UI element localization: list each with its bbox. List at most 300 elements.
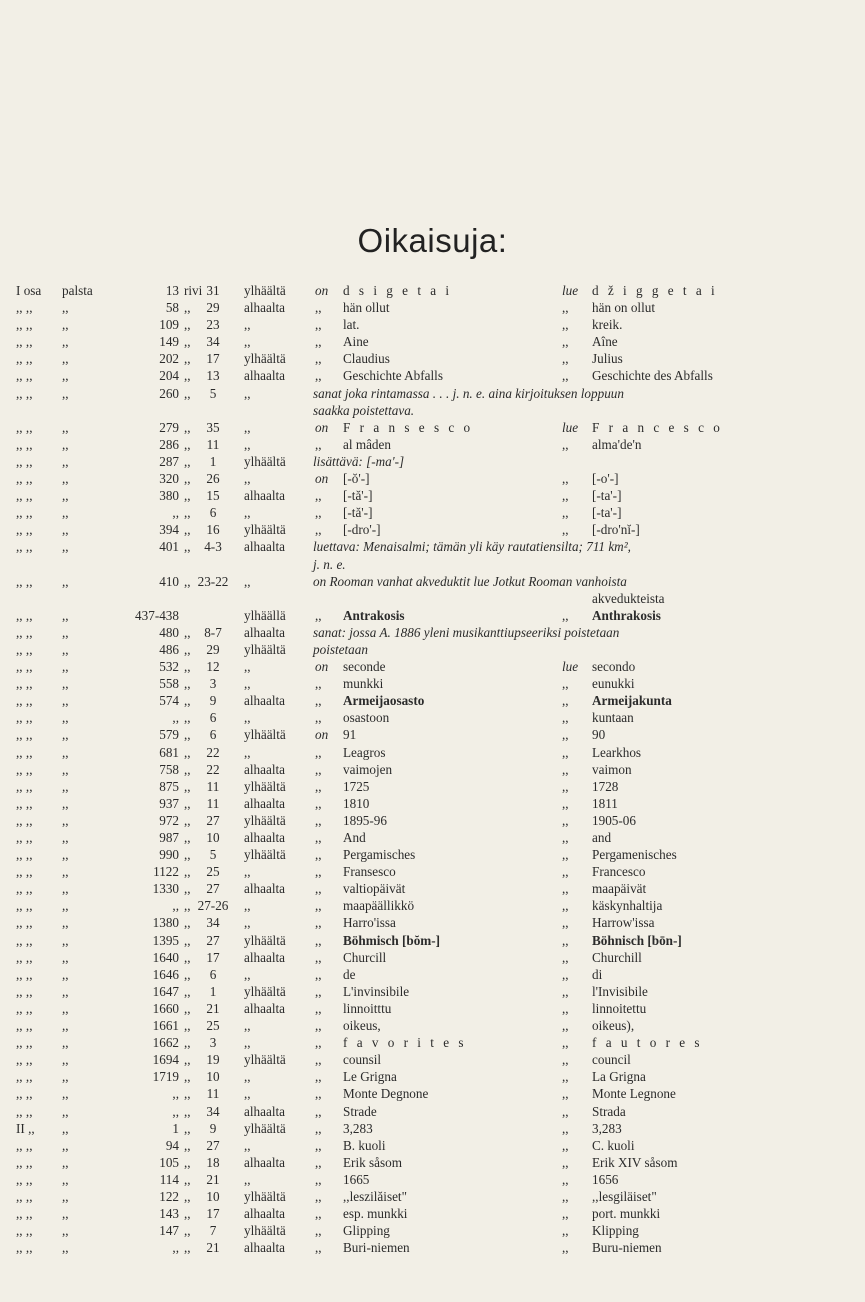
page-number-cell: 143 [159, 1206, 179, 1222]
table-row [0, 282, 865, 299]
on-marker: ,, [315, 932, 322, 948]
on-marker: ,, [315, 488, 322, 504]
column-label-cell: ,, [62, 898, 69, 914]
column-label-cell: ,, [62, 744, 69, 760]
line-label-cell: ,, [184, 1137, 191, 1153]
line-label-cell: ,, [184, 1120, 191, 1136]
erroneous-text: And [343, 830, 366, 845]
line-label-cell: ,, [184, 488, 191, 504]
read-marker: ,, [562, 949, 569, 965]
direction-cell: ylhäältä [244, 812, 286, 828]
corrected-text: Strada [592, 1103, 626, 1119]
column-label-cell: ,, [62, 385, 69, 401]
erroneous-text: valtiopäivät [343, 881, 406, 897]
note-text: on Rooman vanhat akveduktit lue Jotkut Rooman vanhoista [313, 573, 627, 589]
volume-cell: ,, ,, [16, 573, 33, 589]
volume-cell: ,, ,, [16, 983, 33, 999]
line-number-cell: 13 [206, 368, 220, 384]
on-marker: ,, [315, 1188, 322, 1204]
column-label-cell: ,, [62, 1052, 69, 1068]
erroneous-text: Harro'issa [343, 915, 396, 931]
line-label-cell: ,, [184, 624, 191, 640]
page-number-cell: 990 [159, 847, 179, 863]
on-marker: ,, [315, 744, 322, 760]
line-label-cell: ,, [184, 453, 191, 469]
column-label-cell: ,, [62, 641, 69, 657]
volume-cell: ,, ,, [16, 1103, 33, 1119]
corrected-text: council [592, 1052, 631, 1068]
volume-cell: ,, ,, [16, 436, 33, 452]
line-number-cell: 25 [206, 864, 220, 880]
column-label-cell: ,, [62, 1035, 69, 1051]
column-label-cell: ,, [62, 1240, 69, 1256]
column-label-cell: ,, [62, 1188, 69, 1204]
page-number-cell: 1662 [152, 1035, 179, 1051]
corrected-text: Erik XIV såsom [592, 1154, 678, 1170]
on-marker: ,, [315, 778, 322, 794]
volume-cell: ,, ,, [16, 1188, 33, 1204]
line-number-cell: 10 [206, 1188, 220, 1204]
line-number-cell: 11 [206, 436, 220, 452]
corrected-text: linnoitettu [592, 1000, 647, 1016]
line-number-cell: 3 [209, 676, 217, 692]
read-marker: lue [562, 283, 579, 298]
column-label-cell: ,, [62, 983, 69, 999]
direction-cell: ,, [244, 505, 251, 521]
direction-cell: ylhäältä [244, 283, 286, 298]
corrected-text: Aîne [592, 334, 618, 350]
volume-cell: I osa [16, 283, 42, 298]
on-marker: ,, [315, 1223, 322, 1239]
direction-cell: ,, [244, 744, 251, 760]
page-number-cell: 94 [165, 1137, 179, 1153]
column-label-cell: ,, [62, 505, 69, 521]
page-number-cell: 394 [159, 522, 179, 538]
direction-cell: alhaalta [244, 1154, 285, 1170]
corrected-text: käskynhaltija [592, 898, 663, 914]
volume-cell: ,, ,, [16, 334, 33, 350]
corrected-text: Böhnisch [bōn-] [592, 932, 682, 948]
direction-cell: alhaalta [244, 624, 285, 640]
line-number-cell: 21 [206, 1240, 220, 1256]
corrected-text: Churchill [592, 949, 642, 965]
table-row [0, 1222, 865, 1239]
volume-cell: ,, ,, [16, 1206, 33, 1222]
line-label-cell: ,, [184, 1000, 191, 1016]
read-marker: ,, [562, 1137, 569, 1153]
table-row [0, 846, 865, 863]
column-label-cell: ,, [62, 659, 69, 675]
table-row [0, 590, 865, 607]
on-marker: on [315, 283, 329, 298]
column-label-cell: ,, [62, 949, 69, 965]
on-marker: ,, [315, 1069, 322, 1085]
table-row [0, 692, 865, 709]
erroneous-text: Antrakosis [343, 607, 405, 623]
page-number-cell: 320 [159, 471, 179, 487]
page-number-cell: 987 [159, 830, 179, 845]
erroneous-text: [-tă'-] [343, 505, 373, 521]
line-number-cell: 1 [209, 983, 217, 999]
read-marker: ,, [562, 1052, 569, 1068]
read-marker: ,, [562, 881, 569, 897]
column-label-cell: ,, [62, 1000, 69, 1016]
erroneous-text: [-dro'-] [343, 522, 381, 538]
corrected-text: Learkhos [592, 744, 642, 760]
on-marker: ,, [315, 1171, 322, 1187]
corrected-text: La Grigna [592, 1069, 646, 1085]
column-label-cell: ,, [62, 607, 69, 623]
corrected-text: f a u t o r e s [592, 1035, 703, 1051]
table-row [0, 573, 865, 590]
page-number-cell: ,, [172, 1086, 179, 1102]
direction-cell: ,, [244, 334, 251, 350]
on-marker: ,, [315, 607, 322, 623]
direction-cell: ,, [244, 1171, 251, 1187]
column-label-cell: ,, [62, 471, 69, 487]
read-marker: ,, [562, 368, 569, 384]
continuation-text: j. n. e. [313, 556, 346, 572]
line-number-cell: 34 [206, 1103, 220, 1119]
erroneous-text: Strade [343, 1103, 377, 1119]
table-row [0, 761, 865, 778]
note-text: sanat joka rintamassa . . . j. n. e. aina kirjoituksen loppuun [313, 385, 624, 401]
line-label-cell: ,, [184, 419, 191, 435]
column-label-cell: ,, [62, 573, 69, 589]
line-label-cell: ,, [184, 317, 191, 333]
page-number-cell: 202 [159, 351, 179, 367]
on-marker: ,, [315, 317, 322, 333]
column-label-cell: ,, [62, 351, 69, 367]
on-marker: ,, [315, 1000, 322, 1016]
column-label-cell: ,, [62, 1206, 69, 1222]
line-label-cell: ,, [184, 573, 191, 589]
corrected-text: 1811 [592, 795, 618, 811]
line-label-cell: ,, [184, 300, 191, 316]
read-marker: ,, [562, 488, 569, 504]
read-marker: ,, [562, 1000, 569, 1016]
erroneous-text: Aine [343, 334, 369, 350]
page-number-cell: 1380 [152, 915, 179, 931]
column-label-cell: ,, [62, 317, 69, 333]
on-marker: ,, [315, 949, 322, 965]
erroneous-text: Monte Degnone [343, 1086, 429, 1102]
on-marker: ,, [315, 881, 322, 897]
corrected-text: [-ta'-] [592, 505, 622, 521]
direction-cell: ,, [244, 659, 251, 675]
page-number-cell: 58 [165, 300, 179, 316]
volume-cell: ,, ,, [16, 539, 33, 555]
direction-cell: alhaalta [244, 488, 285, 504]
page-number-cell: 260 [159, 385, 179, 401]
volume-cell: ,, ,, [16, 522, 33, 538]
line-number-cell: 19 [206, 1052, 220, 1068]
volume-cell: ,, ,, [16, 659, 33, 675]
direction-cell: ylhäältä [244, 351, 286, 367]
volume-cell: ,, ,, [16, 693, 33, 709]
line-label-cell: ,, [184, 1206, 191, 1222]
direction-cell: ,, [244, 1018, 251, 1034]
on-marker: ,, [315, 761, 322, 777]
erroneous-text: Buri-niemen [343, 1240, 410, 1256]
direction-cell: ,, [244, 676, 251, 692]
table-row [0, 675, 865, 692]
volume-cell: ,, ,, [16, 1240, 33, 1256]
page-number-cell: 972 [159, 812, 179, 828]
direction-cell: ,, [244, 1035, 251, 1051]
volume-cell: ,, ,, [16, 710, 33, 726]
line-label-cell: ,, [184, 1018, 191, 1034]
line-label-cell: ,, [184, 368, 191, 384]
direction-cell: ylhäällä [244, 607, 286, 623]
table-row [0, 1188, 865, 1205]
line-label-cell: ,, [184, 522, 191, 538]
page-title: Oikaisuja: [357, 222, 508, 259]
on-marker: ,, [315, 983, 322, 999]
direction-cell: ylhäältä [244, 847, 286, 863]
page-number-cell: 109 [159, 317, 179, 333]
line-label-cell: ,, [184, 795, 191, 811]
direction-cell: alhaalta [244, 300, 285, 316]
table-row [0, 607, 865, 624]
note-text: sanat: jossa A. 1886 yleni musikanttiupseeriksi poistetaan [313, 624, 620, 640]
read-marker: ,, [562, 932, 569, 948]
line-label-cell: ,, [184, 385, 191, 401]
on-marker: ,, [315, 1154, 322, 1170]
direction-cell: ,, [244, 436, 251, 452]
table-row [0, 1034, 865, 1051]
line-label-cell: ,, [184, 351, 191, 367]
column-label-cell: ,, [62, 1154, 69, 1170]
on-marker: ,, [315, 693, 322, 709]
direction-cell: ,, [244, 385, 251, 401]
page-number-cell: 1694 [152, 1052, 179, 1068]
column-label-cell: ,, [62, 915, 69, 931]
line-number-cell: 29 [206, 641, 220, 657]
on-marker: ,, [315, 368, 322, 384]
on-marker: ,, [315, 505, 322, 521]
line-label-cell: ,, [184, 693, 191, 709]
volume-cell: ,, ,, [16, 830, 33, 845]
column-label-cell: ,, [62, 1018, 69, 1034]
read-marker: ,, [562, 1240, 569, 1256]
line-label-cell: ,, [184, 505, 191, 521]
line-number-cell: 10 [206, 830, 220, 845]
direction-cell: ,, [244, 419, 251, 435]
page-number-cell: 401 [159, 539, 179, 555]
direction-cell: ,, [244, 915, 251, 931]
line-number-cell: 5 [209, 847, 217, 863]
volume-cell: ,, ,, [16, 1035, 33, 1051]
read-marker: ,, [562, 864, 569, 880]
erroneous-text: Erik såsom [343, 1154, 402, 1170]
line-label-cell: ,, [184, 436, 191, 452]
read-marker: ,, [562, 1018, 569, 1034]
volume-cell: ,, ,, [16, 1137, 33, 1153]
erroneous-text: d s i g e t a i [343, 283, 453, 298]
corrected-text: alma'de'n [592, 436, 642, 452]
corrected-text: Francesco [592, 864, 646, 880]
table-row [0, 949, 865, 966]
corrected-text: Klipping [592, 1223, 639, 1239]
column-label-cell: ,, [62, 1069, 69, 1085]
line-label-cell: ,, [184, 1103, 191, 1119]
corrected-text: 1728 [592, 778, 619, 794]
table-row [0, 1137, 865, 1154]
table-row [0, 829, 865, 846]
on-marker: ,, [315, 795, 322, 811]
erroneous-text: osastoon [343, 710, 390, 726]
page-number-cell: ,, [172, 1240, 179, 1256]
table-row [0, 453, 865, 470]
erroneous-text: [-tă'-] [343, 488, 373, 504]
page-number-cell: 1395 [152, 932, 179, 948]
on-marker: ,, [315, 351, 322, 367]
line-label-cell: ,, [184, 898, 191, 914]
volume-cell: ,, ,, [16, 607, 33, 623]
column-label-cell: ,, [62, 436, 69, 452]
on-marker: on [315, 727, 329, 743]
read-marker: ,, [562, 1154, 569, 1170]
on-marker: ,, [315, 676, 322, 692]
corrected-text: Pergamenisches [592, 847, 677, 863]
corrected-text: [-ta'-] [592, 488, 622, 504]
erroneous-text: B. kuoli [343, 1137, 386, 1153]
line-label-cell: ,, [184, 471, 191, 487]
table-row [0, 385, 865, 402]
volume-cell: ,, ,, [16, 505, 33, 521]
column-label-cell: ,, [62, 624, 69, 640]
page-number-cell: 1640 [152, 949, 179, 965]
page-number-cell: 105 [159, 1154, 179, 1170]
line-number-cell: 21 [206, 1000, 220, 1016]
line-label-cell: ,, [184, 983, 191, 999]
column-label-cell: ,, [62, 881, 69, 897]
volume-cell: ,, ,, [16, 761, 33, 777]
corrected-text: d ž i g g e t a i [592, 283, 718, 298]
line-label-cell: ,, [184, 641, 191, 657]
erroneous-text: 3,283 [343, 1120, 373, 1136]
table-row [0, 1103, 865, 1120]
direction-cell: ylhäältä [244, 727, 286, 743]
volume-cell: ,, ,, [16, 317, 33, 333]
erroneous-text: counsil [343, 1052, 382, 1068]
on-marker: ,, [315, 334, 322, 350]
volume-cell: ,, ,, [16, 1052, 33, 1068]
read-marker: ,, [562, 1120, 569, 1136]
volume-cell: ,, ,, [16, 795, 33, 811]
erroneous-text: hän ollut [343, 300, 390, 316]
read-marker: ,, [562, 778, 569, 794]
read-marker: lue [562, 659, 579, 675]
erroneous-text: 1895-96 [343, 812, 387, 828]
volume-cell: ,, ,, [16, 1223, 33, 1239]
on-marker: ,, [315, 1018, 322, 1034]
table-row [0, 726, 865, 743]
table-row [0, 504, 865, 521]
erroneous-text: oikeus, [343, 1018, 381, 1034]
table-row [0, 367, 865, 384]
direction-cell: ylhäältä [244, 1188, 286, 1204]
direction-cell: ,, [244, 317, 251, 333]
line-label-cell: ,, [184, 539, 191, 555]
erroneous-text: 91 [343, 727, 357, 743]
continuation-text: akvedukteista [592, 590, 665, 606]
line-number-cell: 1 [209, 453, 217, 469]
on-marker: ,, [315, 898, 322, 914]
direction-cell: ,, [244, 710, 251, 726]
column-label-cell: ,, [62, 727, 69, 743]
line-number-cell: 8-7 [204, 624, 222, 640]
direction-cell: alhaalta [244, 539, 285, 555]
line-label-cell: ,, [184, 710, 191, 726]
page-number-cell: 758 [159, 761, 179, 777]
column-label-cell: ,, [62, 1137, 69, 1153]
on-marker: ,, [315, 830, 322, 845]
corrected-text: secondo [592, 659, 636, 675]
page-number-cell: 13 [165, 283, 179, 298]
line-label-cell: ,, [184, 881, 191, 897]
volume-cell: ,, ,, [16, 1018, 33, 1034]
line-label-cell: ,, [184, 932, 191, 948]
volume-cell: ,, ,, [16, 898, 33, 914]
erroneous-text: Claudius [343, 351, 390, 367]
column-label-cell: ,, [62, 847, 69, 863]
direction-cell: ylhäältä [244, 983, 286, 999]
line-number-cell: 25 [206, 1018, 220, 1034]
corrected-text: C. kuoli [592, 1137, 635, 1153]
line-label-cell: rivi [184, 283, 203, 298]
erroneous-text: vaimojen [343, 761, 393, 777]
volume-cell: ,, ,, [16, 915, 33, 931]
direction-cell: alhaalta [244, 1206, 285, 1222]
on-marker: ,, [315, 966, 322, 982]
line-number-cell: 22 [206, 744, 220, 760]
volume-cell: ,, ,, [16, 812, 33, 828]
on-marker: ,, [315, 1035, 322, 1051]
line-number-cell: 16 [206, 522, 220, 538]
table-row [0, 470, 865, 487]
table-row [0, 419, 865, 436]
line-number-cell: 4-3 [204, 539, 222, 555]
page-number-cell: 1122 [153, 864, 179, 880]
errata-table [0, 282, 865, 1256]
corrected-text: di [592, 966, 603, 982]
table-row [0, 641, 865, 658]
page-number-cell: 114 [159, 1171, 179, 1187]
direction-cell: ,, [244, 471, 251, 487]
corrected-text: Monte Legnone [592, 1086, 676, 1102]
on-marker: ,, [315, 1086, 322, 1102]
line-label-cell: ,, [184, 727, 191, 743]
line-label-cell: ,, [184, 1086, 191, 1102]
column-label-cell: ,, [62, 1223, 69, 1239]
page-number-cell: 1330 [152, 881, 179, 897]
direction-cell: alhaalta [244, 949, 285, 965]
line-label-cell: ,, [184, 778, 191, 794]
column-label-cell: ,, [62, 453, 69, 469]
volume-cell: ,, ,, [16, 727, 33, 743]
note-text: luettava: Menaisalmi; tämän yli käy rautatiensilta; 711 km², [313, 539, 631, 555]
line-number-cell: 27 [206, 1137, 220, 1153]
page-number-cell: 579 [159, 727, 179, 743]
continuation-text: saakka poistettava. [313, 402, 415, 418]
line-label-cell: ,, [184, 847, 191, 863]
page-number-cell: 486 [159, 641, 179, 657]
table-row [0, 966, 865, 983]
erroneous-text: lat. [343, 317, 360, 333]
read-marker: ,, [562, 847, 569, 863]
